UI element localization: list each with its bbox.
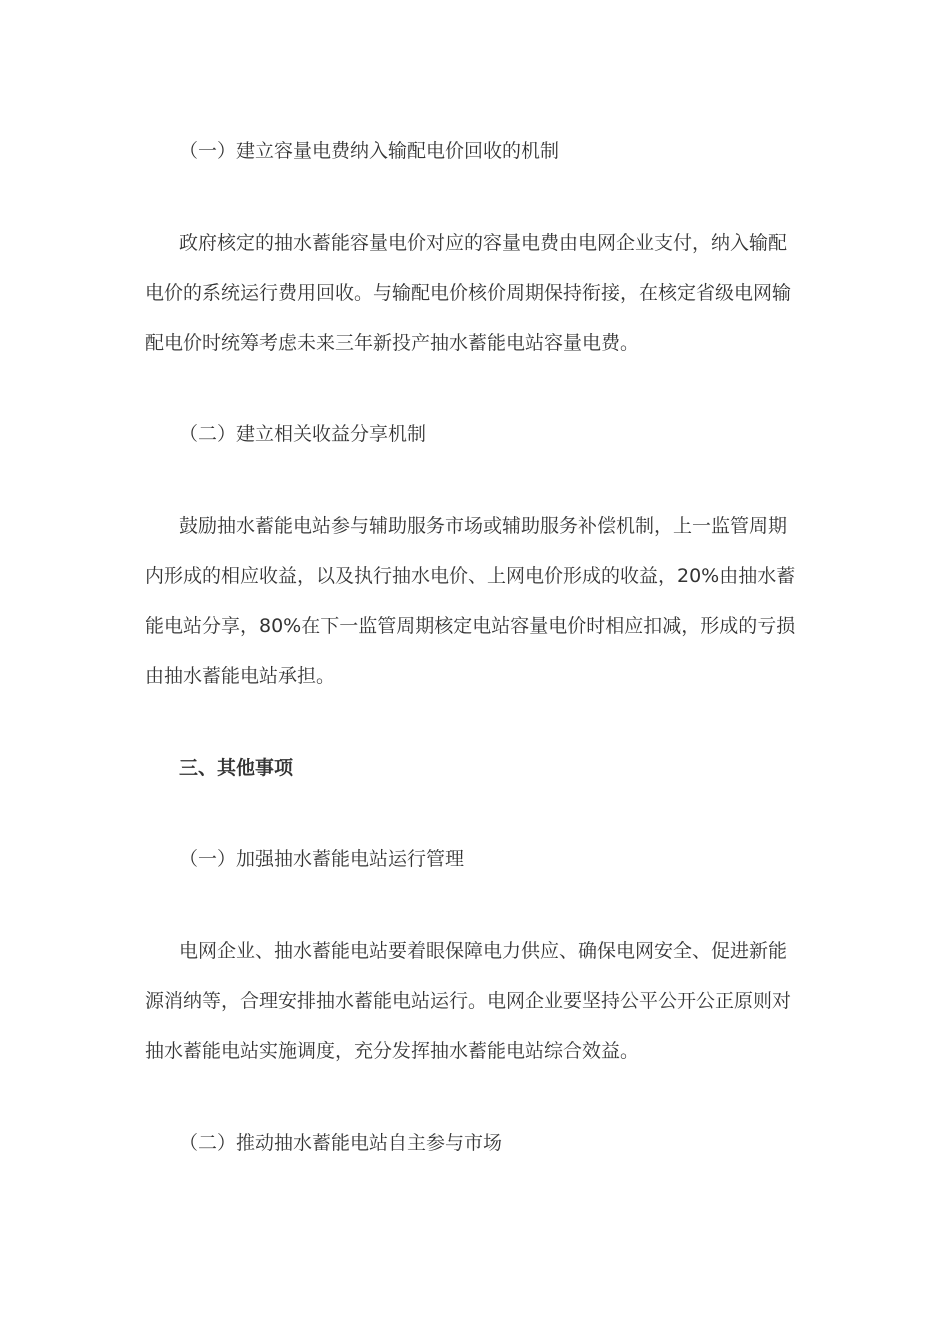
paragraph-line: 抽水蓄能电站实施调度，充分发挥抽水蓄能电站综合效益。	[145, 1040, 640, 1062]
paragraph-line: 政府核定的抽水蓄能容量电价对应的容量电费由电网企业支付，纳入输配	[179, 232, 788, 254]
section-heading-3: 三、其他事项	[179, 757, 294, 779]
paragraph-line: 鼓励抽水蓄能电站参与辅助服务市场或辅助服务补偿机制，上一监管周期	[179, 515, 788, 537]
subsection-title-3-2: （二）推动抽水蓄能电站自主参与市场	[179, 1132, 503, 1154]
paragraph-line: 由抽水蓄能电站承担。	[145, 665, 336, 687]
paragraph-line: 源消纳等，合理安排抽水蓄能电站运行。电网企业要坚持公平公开公正原则对	[145, 990, 792, 1012]
paragraph-line: 能电站分享，80%在下一监管周期核定电站容量电价时相应扣减，形成的亏损	[145, 615, 796, 637]
paragraph-line: 配电价时统筹考虑未来三年新投产抽水蓄能电站容量电费。	[145, 332, 640, 354]
paragraph-line: 电价的系统运行费用回收。与输配电价核价周期保持衔接，在核定省级电网输	[145, 282, 792, 304]
subsection-title-3-1: （一）加强抽水蓄能电站运行管理	[179, 848, 465, 870]
paragraph-line: 内形成的相应收益，以及执行抽水电价、上网电价形成的收益，20%由抽水蓄	[145, 565, 796, 587]
paragraph-line: 电网企业、抽水蓄能电站要着眼保障电力供应、确保电网安全、促进新能	[179, 940, 788, 962]
subsection-title-2-1: （一）建立容量电费纳入输配电价回收的机制	[179, 140, 560, 162]
subsection-title-2-2: （二）建立相关收益分享机制	[179, 423, 427, 445]
